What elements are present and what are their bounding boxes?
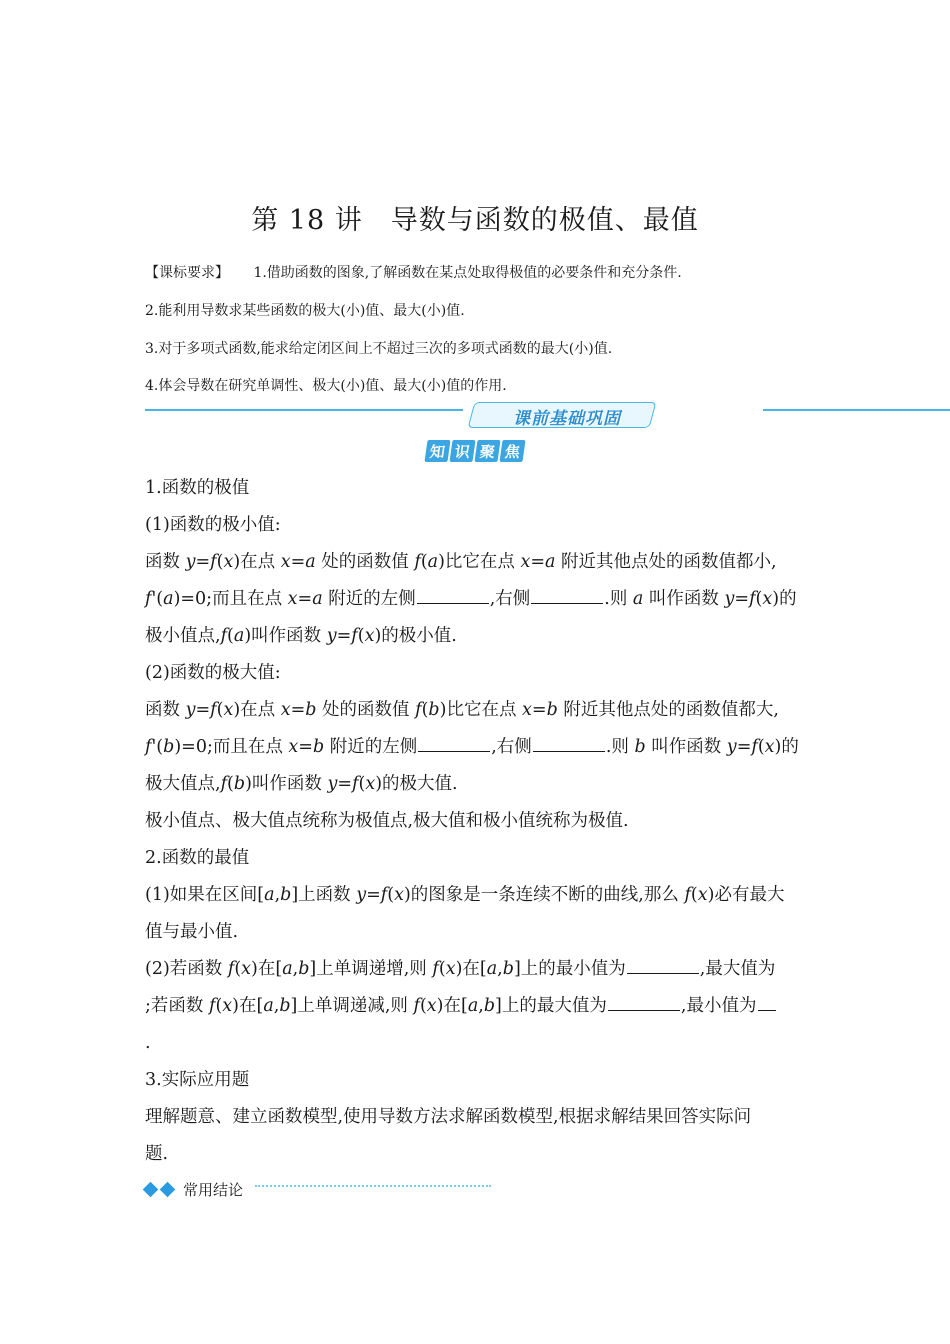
maxmin-line1: (1)如果在区间[a,b]上函数 y=f(x)的图象是一条连续不断的曲线,那么 f(x)必有最大 (145, 885, 785, 905)
min-def-line3: 极小值点,f(a)叫作函数 y=f(x)的极小值. (145, 626, 457, 646)
heading-application: 3.实际应用题 (145, 1070, 250, 1090)
diamond-icon (160, 1181, 176, 1197)
banner-tag (463, 402, 763, 428)
maxmin-line2: 值与最小值. (145, 922, 239, 942)
diamond-icon (143, 1181, 159, 1197)
blank[interactable] (608, 1009, 680, 1011)
blank[interactable] (531, 602, 603, 604)
maxmin-line5: . (145, 1033, 151, 1053)
requirement-1 (145, 262, 682, 282)
maxmin-line4: ;若函数 f(x)在[a,b]上单调递减,则 f(x)在[a,b]上的最大值为 ,最小值为 (145, 988, 810, 1025)
blank[interactable] (758, 1009, 776, 1011)
chip: 知 (424, 440, 450, 462)
heading-min: (1)函数的极小值: (145, 515, 281, 535)
max-def-line1: 函数 y=f(x)在点 x=b 处的函数值 f(b)比它在点 x=b 附近其他点处的函数值都大, (145, 700, 779, 720)
min-def-line2: f'(a)=0;而且在点 x=a 附近的左侧 ,右侧 .则 a 叫作函数 y=f(x)的 (145, 589, 797, 609)
max-def-line3: 极大值点,f(b)叫作函数 y=f(x)的极大值. (145, 774, 458, 794)
main-content (145, 470, 810, 1173)
section-banner (145, 402, 950, 432)
common-conclusions-heading (145, 1178, 243, 1200)
maxmin-line3: (2)若函数 f(x)在[a,b]上单调递增,则 f(x)在[a,b]上的最小值为 ,最大值为 (145, 959, 776, 979)
blank[interactable] (533, 750, 605, 752)
requirement-4: 4.体会导数在研究单调性、极大(小)值、最大(小)值的作用. (145, 378, 507, 394)
requirement-3: 3.对于多项式函数,能求给定闭区间上不超过三次的多项式函数的最大(小)值. (145, 341, 613, 357)
max-def-line2: f'(b)=0;而且在点 x=b 附近的左侧 ,右侧 .则 b 叫作函数 y=f(x)的 (145, 737, 799, 757)
requirements-label: 【课标要求】 (145, 265, 229, 281)
blank[interactable] (418, 750, 490, 752)
extrema-summary: 极小值点、极大值点统称为极值点,极大值和极小值统称为极值. (145, 811, 629, 831)
requirement-text: 1.借助函数的图象,了解函数在某点处取得极值的必要条件和充分条件. (253, 265, 682, 281)
blank[interactable] (627, 972, 699, 974)
heading-max: (2)函数的极大值: (145, 663, 281, 683)
page-title: 第 18 讲 导数与函数的极值、最值 (251, 205, 699, 236)
application-line1: 理解题意、建立函数模型,使用导数方法求解函数模型,根据求解结果回答实际问 (145, 1107, 752, 1127)
requirement-2: 2.能利用导数求某些函数的极大(小)值、最大(小)值. (145, 303, 465, 319)
min-def-line1: 函数 y=f(x)在点 x=a 处的函数值 f(a)比它在点 x=a 附近其他点处的函数值都小, (145, 552, 777, 572)
heading-max-min: 2.函数的最值 (145, 848, 250, 868)
knowledge-focus-heading (426, 440, 524, 464)
heading-extrema: 1.函数的极值 (145, 478, 250, 498)
chip: 焦 (499, 440, 525, 462)
chip: 识 (449, 440, 475, 462)
dotted-divider (255, 1185, 491, 1187)
banner-label: 课前基础巩固 (513, 409, 621, 429)
blank[interactable] (417, 602, 489, 604)
footer-label: 常用结论 (183, 1180, 244, 1199)
application-line2: 题. (145, 1144, 169, 1164)
chip: 聚 (474, 440, 500, 462)
